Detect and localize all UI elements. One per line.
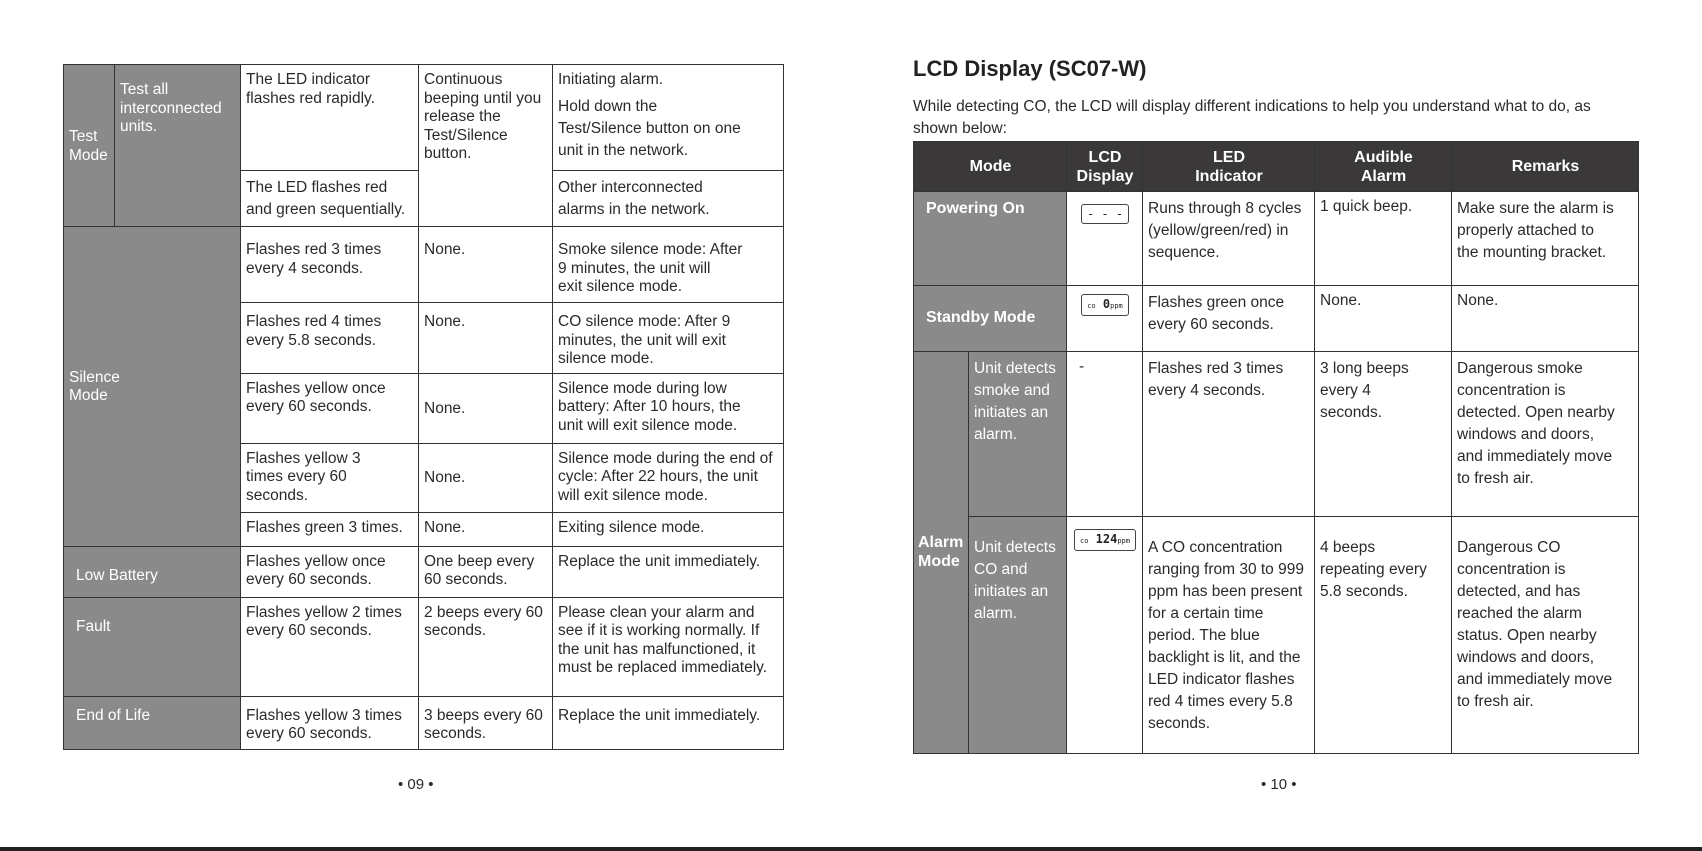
standby-led: Flashes green once every 60 seconds. xyxy=(1143,286,1315,352)
lcd-display-table xyxy=(913,141,1639,754)
silence-led-2: Flashes yellow once every 60 seconds. xyxy=(241,373,419,443)
header-lcd: LCD Display xyxy=(1067,142,1143,192)
test-led-2: The LED flashes red and green sequentially. xyxy=(241,171,419,227)
silence-remarks-1: CO silence mode: After 9 minutes, the unit will exit silence mode. xyxy=(553,303,784,374)
header-remarks: Remarks xyxy=(1452,142,1639,192)
header-led: LED Indicator xyxy=(1143,142,1315,192)
bottom-edge-bar xyxy=(0,847,1702,851)
standby-remarks: None. xyxy=(1452,286,1639,352)
silence-alarm-3: None. xyxy=(419,443,553,512)
test-remarks-1a: Initiating alarm. xyxy=(558,71,664,88)
test-remarks-2: Other interconnected alarms in the network. xyxy=(553,171,784,227)
powering-on-led: Runs through 8 cycles (yellow/green/red) in sequence. xyxy=(1143,192,1315,286)
standby-label: Standby Mode xyxy=(914,286,1067,352)
page-number-left: • 09 • xyxy=(398,776,434,793)
test-remarks-1b: Hold down the Test/Silence button on one unit in the network. xyxy=(558,97,741,159)
test-remarks-1 xyxy=(553,65,784,171)
powering-on-audible: 1 quick beep. xyxy=(1315,192,1452,286)
test-mode-label: Test Mode xyxy=(64,65,115,227)
test-led-1: The LED indicator flashes red rapidly. xyxy=(241,65,419,171)
lcd-co-reading-icon: co 124ppm xyxy=(1074,529,1136,551)
silence-alarm-0: None. xyxy=(419,227,553,303)
alarm-smoke-lcd: - xyxy=(1067,352,1143,517)
fault-remarks: Please clean your alarm and see if it is working normally. If the unit has malfunctioned, it must be replaced immediately. xyxy=(553,597,784,696)
low-battery-label: Low Battery xyxy=(64,546,241,597)
alarm-co-sub: Unit detects CO and initiates an alarm. xyxy=(969,517,1067,754)
fault-led: Flashes yellow 2 times every 60 seconds. xyxy=(241,597,419,696)
silence-led-4: Flashes green 3 times. xyxy=(241,512,419,546)
alarm-co-led: A CO concentration ranging from 30 to 999 ppm has been present for a certain time period. The blue backlight is lit, and the LED indicator flashes red 4 times every 5.8 seconds. xyxy=(1143,517,1315,754)
powering-on-label: Powering On xyxy=(914,192,1067,286)
alarm-co-lcd xyxy=(1067,517,1143,754)
lcd-zero-icon: co 0ppm xyxy=(1081,294,1129,316)
standby-audible: None. xyxy=(1315,286,1452,352)
alarm-smoke-audible: 3 long beeps every 4 seconds. xyxy=(1315,352,1452,517)
powering-on-remarks: Make sure the alarm is properly attached to the mounting bracket. xyxy=(1452,192,1639,286)
fault-alarm: 2 beeps every 60 seconds. xyxy=(419,597,553,696)
left-behavior-table xyxy=(63,64,784,750)
lcd-dashes-icon: - - - xyxy=(1081,204,1129,224)
silence-alarm-2: None. xyxy=(419,373,553,443)
silence-alarm-1: None. xyxy=(419,303,553,374)
test-alarm: Continuous beeping until you release the Test/Silence button. xyxy=(419,65,553,227)
silence-remarks-0: Smoke silence mode: After 9 minutes, the unit will exit silence mode. xyxy=(553,227,784,303)
silence-alarm-4: None. xyxy=(419,512,553,546)
low-battery-remarks: Replace the unit immediately. xyxy=(553,546,784,597)
low-battery-led: Flashes yellow once every 60 seconds. xyxy=(241,546,419,597)
silence-led-3: Flashes yellow 3 times every 60 seconds. xyxy=(241,443,419,512)
silence-led-0: Flashes red 3 times every 4 seconds. xyxy=(241,227,419,303)
silence-mode-label: Silence Mode xyxy=(64,227,241,547)
alarm-co-audible: 4 beeps repeating every 5.8 seconds. xyxy=(1315,517,1452,754)
end-of-life-alarm: 3 beeps every 60 seconds. xyxy=(419,696,553,749)
silence-remarks-3: Silence mode during the end of cycle: After 22 hours, the unit will exit silence mode. xyxy=(553,443,784,512)
page-title: LCD Display (SC07-W) xyxy=(913,56,1147,81)
end-of-life-label: End of Life xyxy=(64,696,241,749)
page-number-right: • 10 • xyxy=(1261,776,1297,793)
low-battery-alarm: One beep every 60 seconds. xyxy=(419,546,553,597)
powering-on-lcd xyxy=(1067,192,1143,286)
alarm-mode-label: Alarm Mode xyxy=(914,352,969,754)
alarm-smoke-sub: Unit detects smoke and initiates an alarm. xyxy=(969,352,1067,517)
end-of-life-remarks: Replace the unit immediately. xyxy=(553,696,784,749)
silence-remarks-4: Exiting silence mode. xyxy=(553,512,784,546)
alarm-co-remarks: Dangerous CO concentration is detected, and has reached the alarm status. Open nearby windows and doors, and immediately move to fresh air. xyxy=(1452,517,1639,754)
test-action: Test all interconnected units. xyxy=(115,65,241,227)
intro-text: While detecting CO, the LCD will display different indications to help you understand what to do, as shown below: xyxy=(913,98,1591,137)
standby-lcd xyxy=(1067,286,1143,352)
silence-led-1: Flashes red 4 times every 5.8 seconds. xyxy=(241,303,419,374)
fault-label: Fault xyxy=(64,597,241,696)
header-audible: Audible Alarm xyxy=(1315,142,1452,192)
header-mode: Mode xyxy=(914,142,1067,192)
alarm-smoke-led: Flashes red 3 times every 4 seconds. xyxy=(1143,352,1315,517)
alarm-smoke-remarks: Dangerous smoke concentration is detected. Open nearby windows and doors, and immediately move to fresh air. xyxy=(1452,352,1639,517)
silence-remarks-2: Silence mode during low battery: After 10 hours, the unit will exit silence mode. xyxy=(553,373,784,443)
end-of-life-led: Flashes yellow 3 times every 60 seconds. xyxy=(241,696,419,749)
